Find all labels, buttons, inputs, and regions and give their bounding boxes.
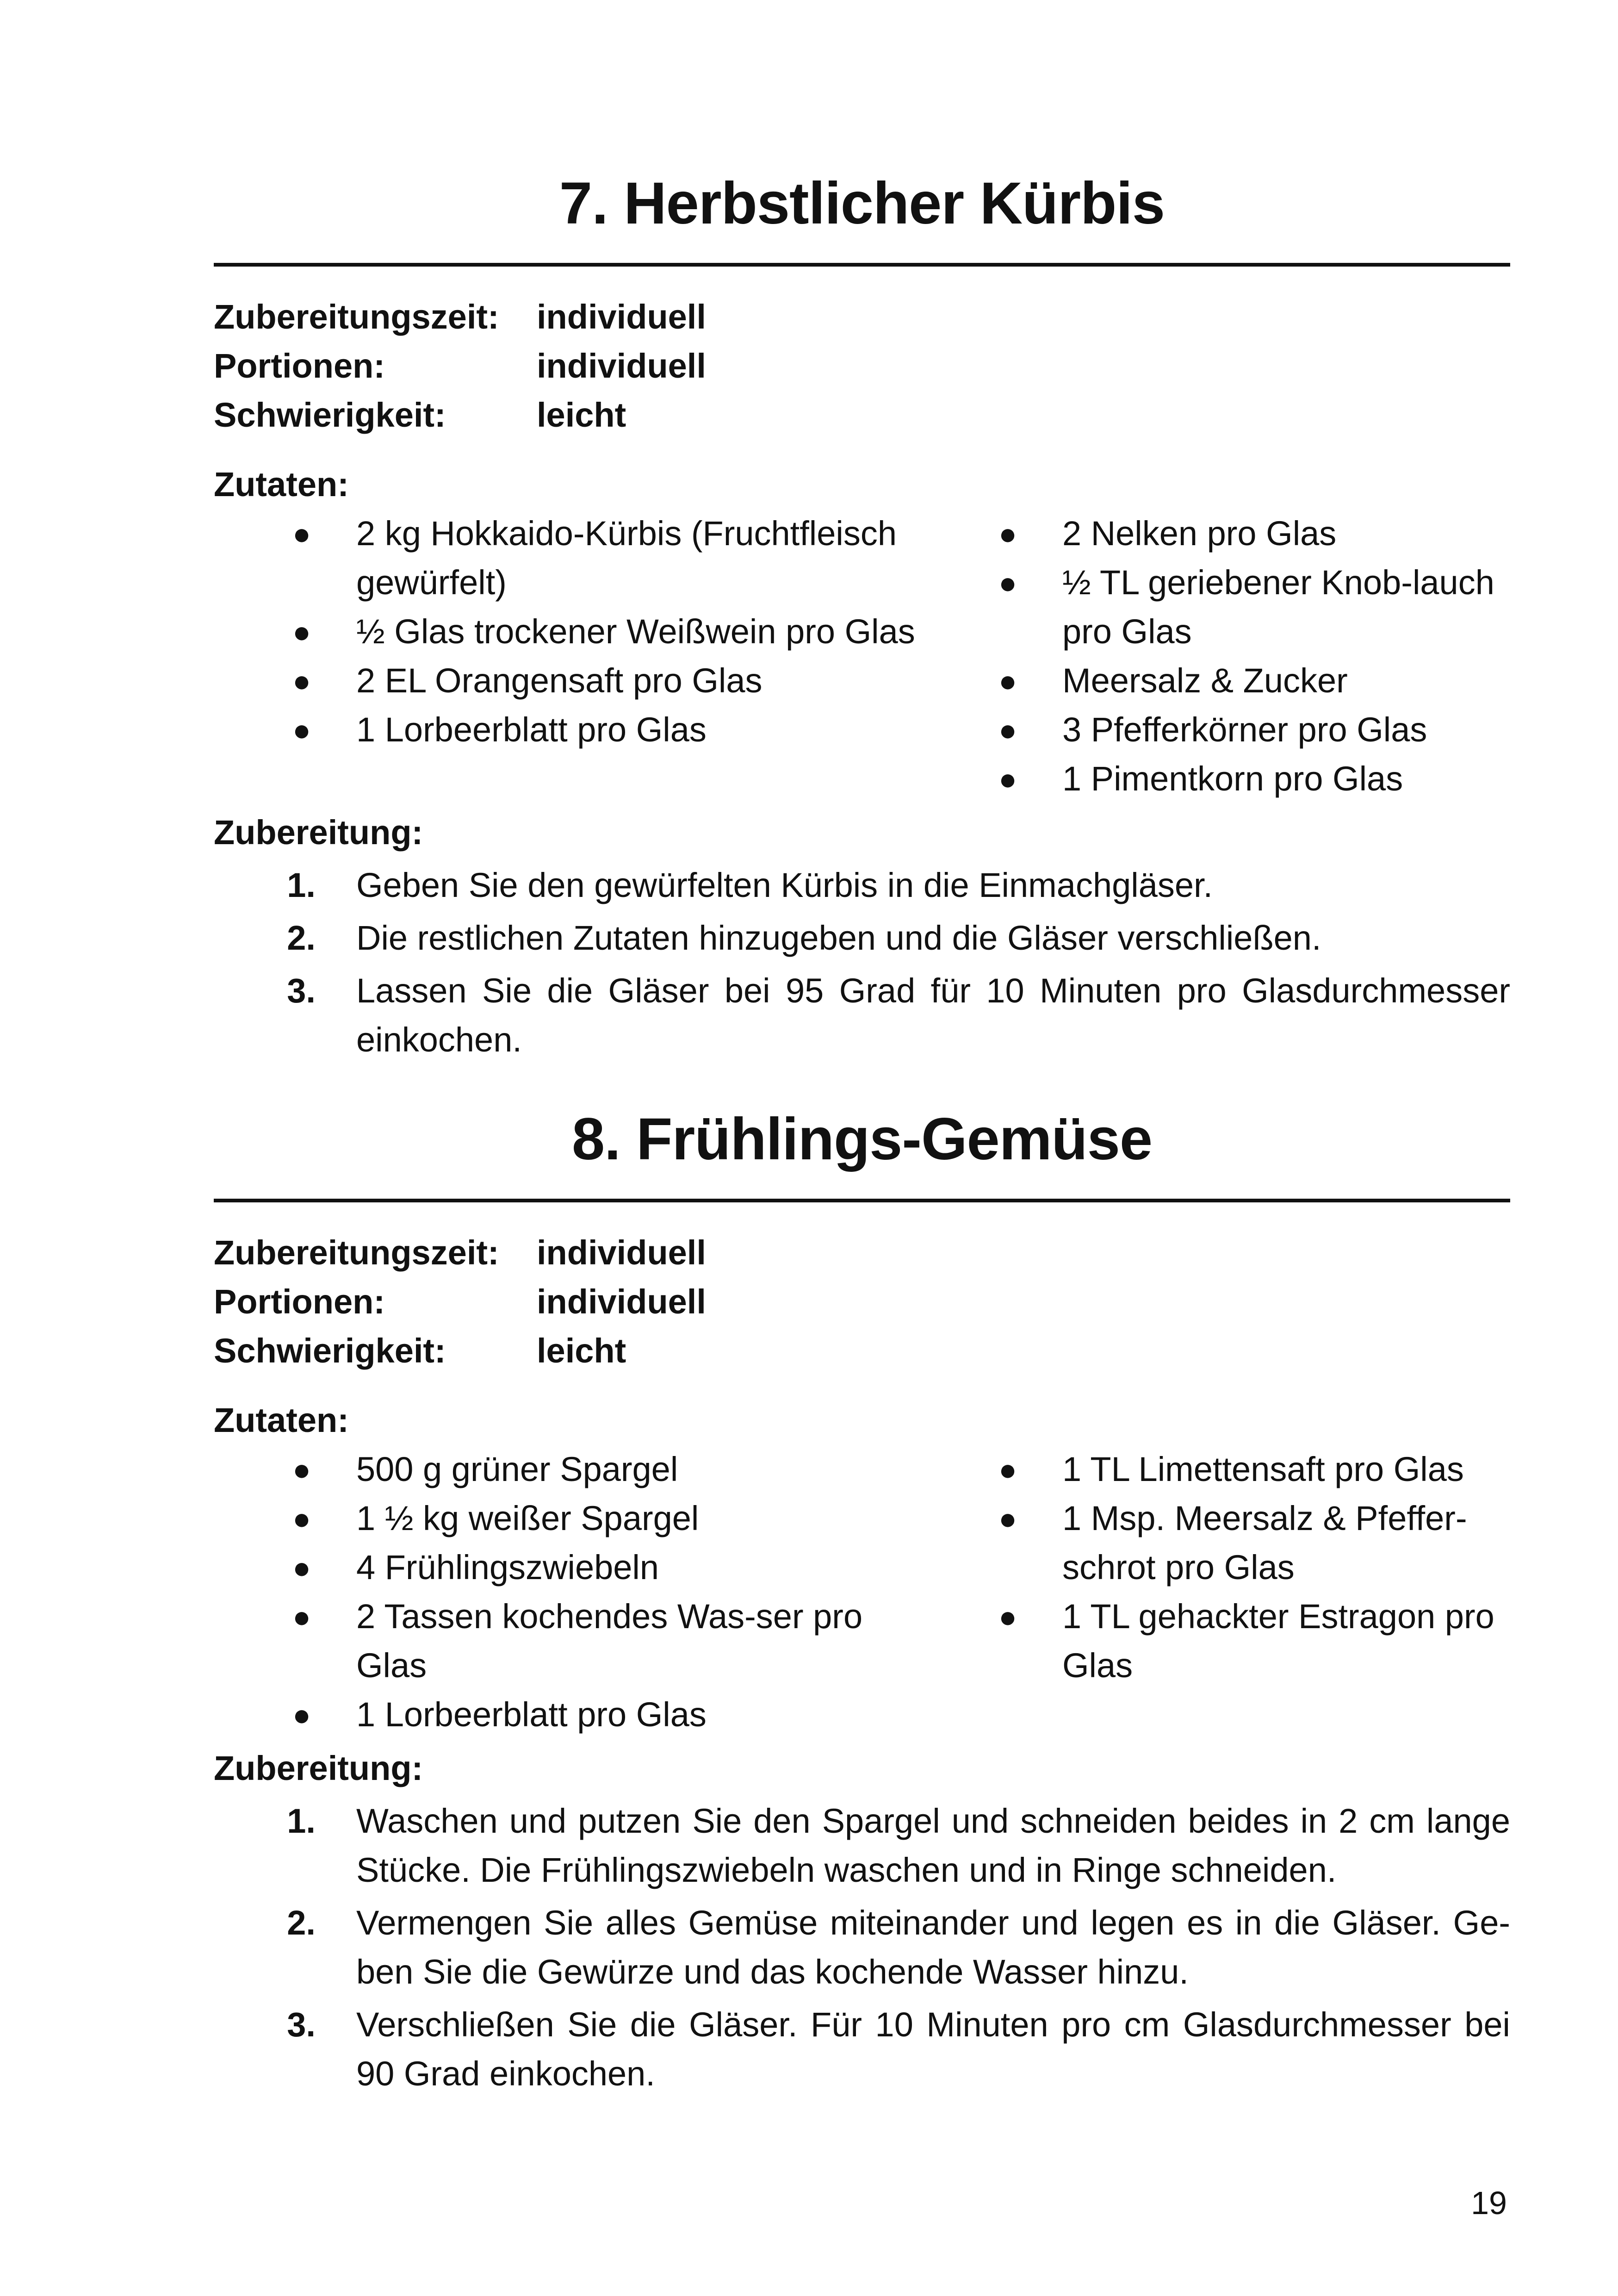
- ingredient-item: [214, 1494, 926, 1543]
- meta-row-schwierigkeit: [214, 1326, 1510, 1375]
- meta-label: Portionen:: [214, 1282, 385, 1321]
- bullet-icon: ●: [998, 1599, 1017, 1634]
- bullet-icon: ●: [998, 713, 1017, 747]
- meta-row-zubereitungszeit: [214, 1228, 1510, 1277]
- ingredient-item: [214, 509, 926, 607]
- recipe-title: 8. Frühlings-Gemüse: [571, 1106, 1153, 1172]
- bullet-icon: ●: [292, 1550, 311, 1585]
- meta-row-portionen: [214, 1277, 1510, 1326]
- meta-label: Schwierigkeit:: [214, 396, 446, 434]
- meta-row-zubereitungszeit: [214, 292, 1510, 342]
- ingredient-item: [920, 1592, 1510, 1690]
- recipe-meta: [214, 292, 1510, 440]
- step-number: 1.: [287, 1802, 316, 1840]
- meta-label: Zubereitungszeit:: [214, 1233, 499, 1272]
- bullet-icon: ●: [998, 516, 1017, 551]
- ingredients-column-left: [214, 509, 926, 803]
- page-number: 19: [1471, 2185, 1507, 2221]
- ingredient-text: 1 Pimentkorn pro Glas: [1062, 759, 1403, 798]
- meta-label: Zubereitungszeit:: [214, 298, 499, 336]
- step-item: [214, 966, 1510, 1064]
- meta-row-schwierigkeit: [214, 391, 1510, 440]
- ingredient-item: [214, 1543, 926, 1592]
- ingredient-text: 1 TL gehackter Estragon pro Glas: [1062, 1597, 1494, 1685]
- ingredient-item: [920, 656, 1510, 705]
- ingredient-item: [920, 1494, 1510, 1592]
- ingredient-text: 2 Nelken pro Glas: [1062, 514, 1337, 553]
- recipe-herbstlicher-kuerbis: [214, 162, 1510, 1068]
- step-item: [214, 2000, 1510, 2098]
- ingredient-text: 2 kg Hokkaido-Kürbis (Fruchtfleisch gewürfelt): [356, 514, 897, 602]
- recipe-meta: [214, 1228, 1510, 1375]
- meta-value: individuell: [537, 347, 706, 385]
- ingredients-column-right: [920, 1445, 1510, 1739]
- ingredient-item: [214, 1445, 926, 1494]
- step-item: [214, 1898, 1510, 1997]
- ingredient-item: [214, 607, 926, 656]
- meta-row-portionen: [214, 342, 1510, 391]
- step-item: [214, 914, 1510, 963]
- ingredient-item: [214, 656, 926, 705]
- steps-list: [214, 861, 1510, 1064]
- ingredient-text: ½ TL geriebener Knob-lauch pro Glas: [1062, 563, 1494, 651]
- steps-heading: Zubereitung:: [214, 813, 423, 852]
- step-number: 1.: [287, 866, 316, 904]
- step-text: Vermengen Sie alles Gemüse miteinander und legen es in die Gläser. Ge-ben Sie die Gewürze und das kochende Wasser hinzu.: [356, 1904, 1510, 1991]
- step-number: 2.: [287, 919, 316, 957]
- ingredient-text: Meersalz & Zucker: [1062, 661, 1348, 700]
- ingredient-item: [920, 754, 1510, 803]
- ingredient-text: 1 ½ kg weißer Spargel: [356, 1499, 699, 1537]
- step-text: Verschließen Sie die Gläser. Für 10 Minuten pro cm Glasdurchmesser bei 90 Grad einkochen.: [356, 2005, 1510, 2093]
- bullet-icon: ●: [292, 516, 311, 551]
- meta-label: Portionen:: [214, 347, 385, 385]
- steps-heading: Zubereitung:: [214, 1749, 423, 1787]
- meta-value: leicht: [537, 1332, 626, 1370]
- step-item: [214, 861, 1510, 910]
- ingredient-item: [214, 1592, 926, 1690]
- step-number: 3.: [287, 971, 316, 1010]
- ingredients-heading: Zutaten:: [214, 1401, 349, 1439]
- bullet-icon: ●: [292, 1698, 311, 1732]
- bullet-icon: ●: [292, 1452, 311, 1487]
- bullet-icon: ●: [292, 1599, 311, 1634]
- steps-list: [214, 1797, 1510, 2098]
- bullet-icon: ●: [292, 664, 311, 698]
- ingredient-text: ½ Glas trockener Weißwein pro Glas: [356, 612, 915, 651]
- meta-value: individuell: [537, 1233, 706, 1272]
- ingredient-text: 3 Pfefferkörner pro Glas: [1062, 710, 1427, 749]
- meta-value: leicht: [537, 396, 626, 434]
- ingredient-text: 4 Frühlingszwiebeln: [356, 1548, 659, 1587]
- step-item: [214, 1797, 1510, 1895]
- ingredient-text: 1 Msp. Meersalz & Pfeffer-schrot pro Glas: [1062, 1499, 1467, 1587]
- step-text: Waschen und putzen Sie den Spargel und schneiden beides in 2 cm lange Stücke. Die Frühlingszwiebeln waschen und in Ringe schneiden.: [356, 1802, 1510, 1889]
- title-rule: [214, 263, 1510, 267]
- meta-value: individuell: [537, 1282, 706, 1321]
- ingredient-text: 1 Lorbeerblatt pro Glas: [356, 1695, 707, 1734]
- bullet-icon: ●: [292, 713, 311, 747]
- bullet-icon: ●: [292, 615, 311, 649]
- ingredient-item: [920, 558, 1510, 656]
- ingredient-item: [214, 1690, 926, 1739]
- ingredient-item: [920, 509, 1510, 558]
- ingredient-item: [920, 705, 1510, 754]
- recipe-fruehlings-gemuese: [214, 1098, 1510, 2102]
- meta-value: individuell: [537, 298, 706, 336]
- ingredients-list: [214, 509, 1510, 803]
- step-text: Lassen Sie die Gläser bei 95 Grad für 10 Minuten pro Glasdurchmesser einkochen.: [356, 971, 1510, 1059]
- bullet-icon: ●: [998, 664, 1017, 698]
- ingredients-list: [214, 1445, 1510, 1739]
- ingredients-column-left: [214, 1445, 926, 1739]
- title-rule: [214, 1199, 1510, 1202]
- bullet-icon: ●: [998, 566, 1017, 600]
- recipe-title: 7. Herbstlicher Kürbis: [559, 170, 1165, 236]
- bullet-icon: ●: [998, 1452, 1017, 1487]
- ingredient-text: 1 TL Limettensaft pro Glas: [1062, 1450, 1464, 1488]
- ingredient-item: [920, 1445, 1510, 1494]
- step-number: 3.: [287, 2005, 316, 2044]
- ingredient-text: 2 EL Orangensaft pro Glas: [356, 661, 763, 700]
- ingredient-text: 500 g grüner Spargel: [356, 1450, 678, 1488]
- bullet-icon: ●: [998, 762, 1017, 796]
- meta-label: Schwierigkeit:: [214, 1332, 446, 1370]
- step-text: Die restlichen Zutaten hinzugeben und die Gläser verschließen.: [356, 919, 1321, 957]
- step-number: 2.: [287, 1904, 316, 1942]
- bullet-icon: ●: [292, 1501, 311, 1536]
- ingredient-item: [214, 705, 926, 754]
- bullet-icon: ●: [998, 1501, 1017, 1536]
- ingredient-text: 2 Tassen kochendes Was-ser pro Glas: [356, 1597, 863, 1685]
- step-text: Geben Sie den gewürfelten Kürbis in die Einmachgläser.: [356, 866, 1213, 904]
- ingredients-heading: Zutaten:: [214, 465, 349, 504]
- ingredient-text: 1 Lorbeerblatt pro Glas: [356, 710, 707, 749]
- ingredients-column-right: [920, 509, 1510, 803]
